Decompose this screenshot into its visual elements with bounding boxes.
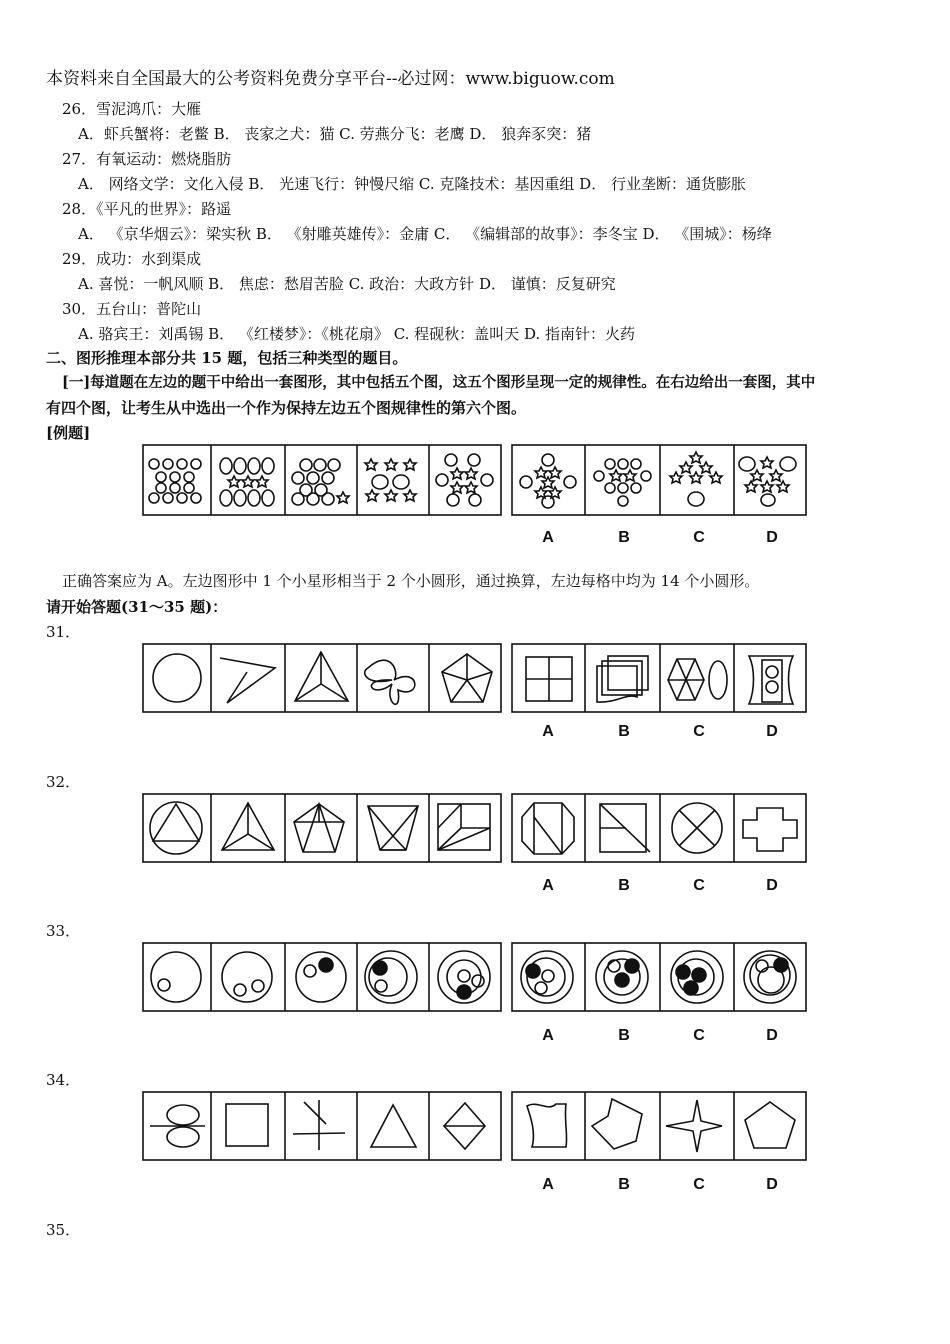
q27-stem: 27．有氧运动：燃烧脂肪 — [62, 150, 232, 168]
q33-option-a-label: A — [542, 1027, 554, 1044]
q30-options: A. 骆宾王：刘禹锡 B． 《红楼梦》：《桃花扇》 C. 程砚秋：盖叫天 D. 指南针：火药 — [78, 325, 635, 343]
q27-options: A． 网络文学：文化入侵 B． 光速飞行：钟慢尺缩 C. 克隆技术：基因重组 D． 行业垄断：通货膨胀 — [78, 175, 746, 193]
q31-number: 31． — [46, 623, 81, 641]
q32-number: 32． — [46, 773, 81, 791]
q32-option-d-label: D — [766, 877, 778, 894]
q33-number: 33． — [46, 922, 81, 940]
example-option-b-label: B — [618, 529, 630, 546]
q30-stem: 30．五台山：普陀山 — [62, 300, 202, 318]
q31-figure-strip — [0, 642, 950, 716]
start-instruction: 请开始答题(31～35 题)： — [46, 598, 228, 616]
example-option-a-label: A — [542, 529, 554, 546]
q31-option-c-label: C — [693, 723, 705, 740]
q33-option-b-label: B — [618, 1027, 630, 1044]
q31-option-a-label: A — [542, 723, 554, 740]
example-option-d-label: D — [766, 529, 778, 546]
q35-number: 35． — [46, 1221, 81, 1239]
page-header: 本资料来自全国最大的公考资料免费分享平台--必过网：www.biguow.com — [46, 69, 615, 89]
q32-option-a-label: A — [542, 877, 554, 894]
q31-option-b-label: B — [618, 723, 630, 740]
example-label: [例题] — [46, 424, 91, 442]
example-figure-strip — [0, 443, 950, 519]
q33-figure-strip — [0, 941, 950, 1015]
q29-stem: 29．成功：水到渠成 — [62, 250, 202, 268]
q26-stem: 26．雪泥鸿爪：大雁 — [62, 100, 202, 118]
q34-option-b-label: B — [618, 1176, 630, 1193]
q31-option-d-label: D — [766, 723, 778, 740]
q33-option-d-label: D — [766, 1027, 778, 1044]
section-intro-line1: [一]每道题在左边的题干中给出一套图形，其中包括五个图，这五个图形呈现一定的规律性。在右边给出一套图，其中 — [62, 374, 816, 391]
example-answer: 正确答案应为 A。左边图形中 1 个小星形相当于 2 个小圆形，通过换算，左边每格中均为 14 个小圆形。 — [62, 572, 760, 590]
q34-option-c-label: C — [693, 1176, 705, 1193]
q29-options: A. 喜悦：一帆风顺 B． 焦虑：愁眉苦脸 C. 政治：大政方针 D． 谨慎：反复研究 — [78, 275, 616, 293]
q34-option-d-label: D — [766, 1176, 778, 1193]
q32-option-c-label: C — [693, 877, 705, 894]
q32-option-b-label: B — [618, 877, 630, 894]
q34-option-a-label: A — [542, 1176, 554, 1193]
q32-figure-strip — [0, 792, 950, 866]
q28-options: A． 《京华烟云》：梁实秋 B． 《射雕英雄传》：金庸 C． 《编辑部的故事》：李冬宝 D． 《围城》：杨绛 — [78, 225, 772, 243]
q33-option-c-label: C — [693, 1027, 705, 1044]
q34-number: 34． — [46, 1071, 81, 1089]
example-option-c-label: C — [693, 529, 705, 546]
q34-figure-strip — [0, 1090, 950, 1164]
q26-options: A．虾兵蟹将：老鳖 B． 丧家之犬：猫 C. 劳燕分飞：老鹰 D． 狼奔豕突：猪 — [78, 125, 592, 143]
q28-stem: 28．《平凡的世界》：路遥 — [62, 200, 232, 218]
section-intro-line2: 有四个图，让考生从中选出一个作为保持左边五个图规律性的第六个图。 — [46, 399, 527, 417]
section-title: 二、图形推理本部分共 15 题，包括三种类型的题目。 — [46, 349, 408, 367]
